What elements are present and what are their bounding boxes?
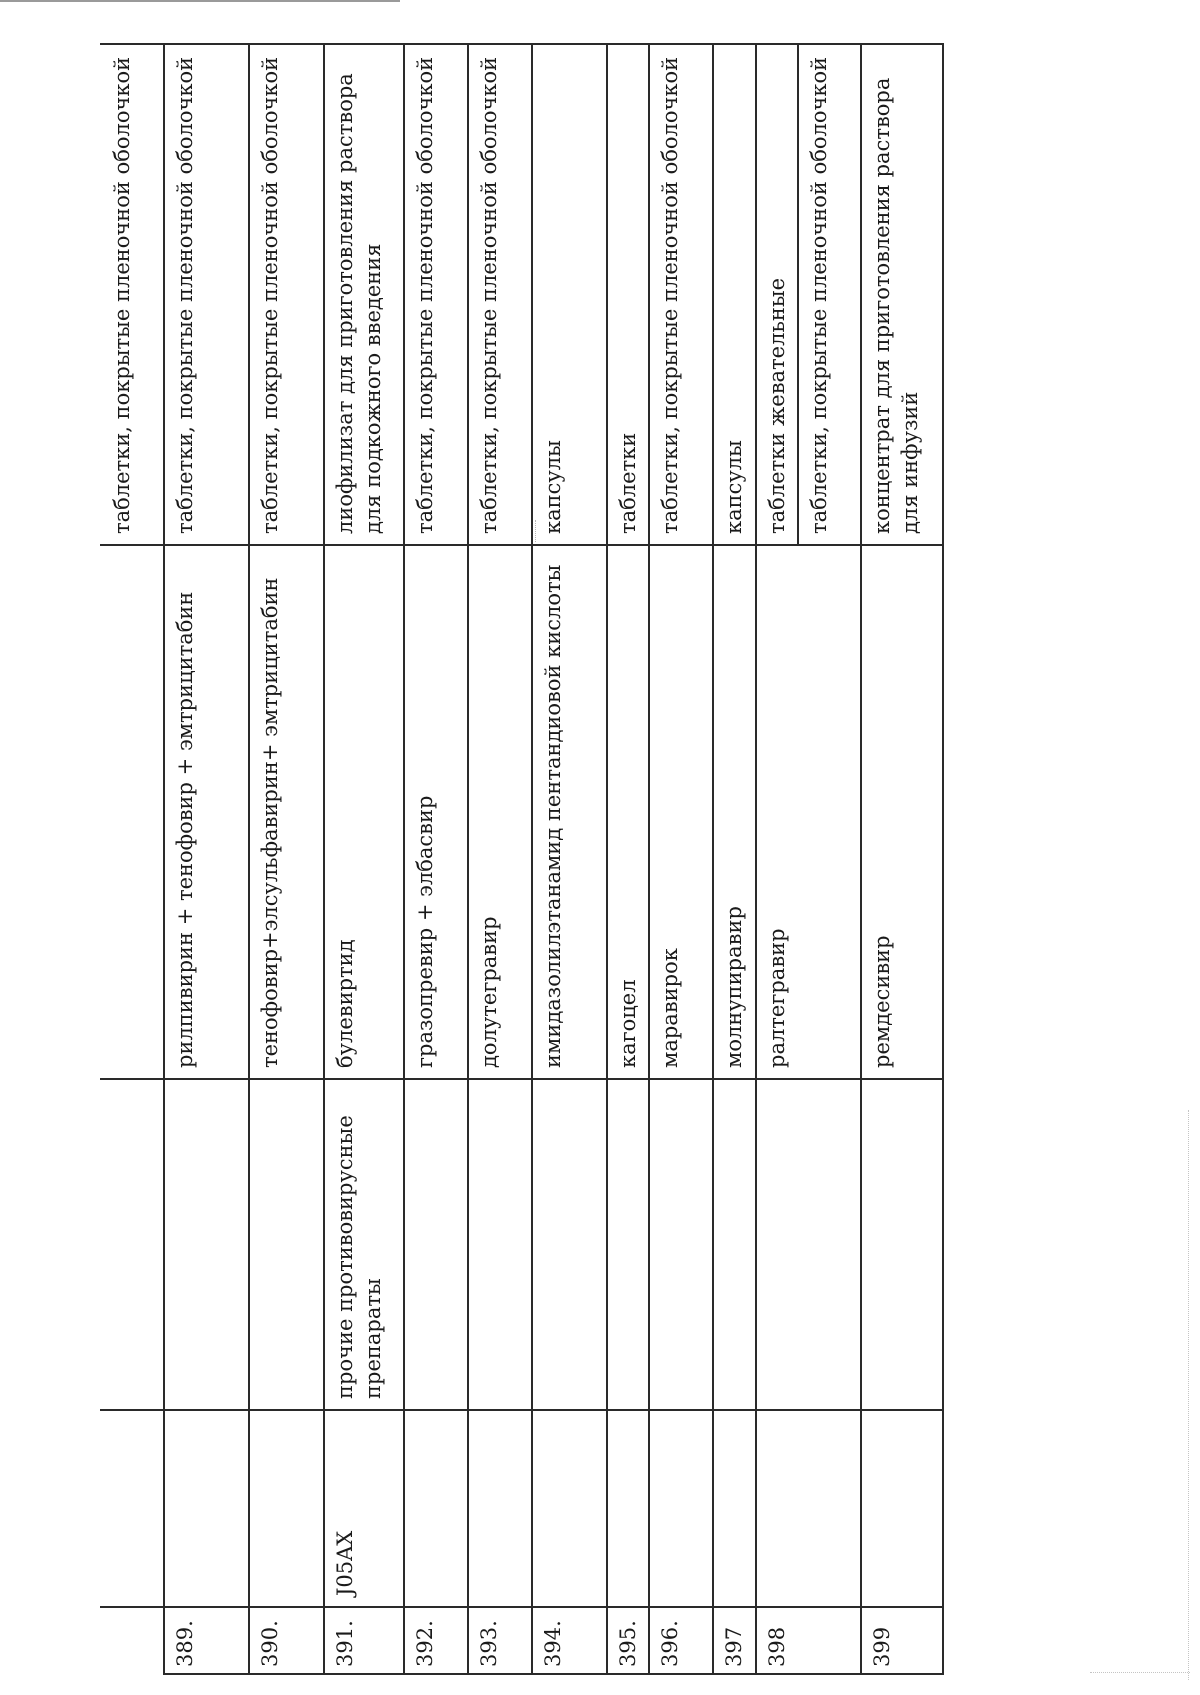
drug-name-cell: булевиртид xyxy=(324,545,404,1079)
dosage-form-cell: таблетки, покрытые пленочной оболочкой xyxy=(468,44,532,545)
atc-code-cell xyxy=(649,1410,713,1607)
scan-page-corner xyxy=(1090,1672,1190,1674)
row-number-cell: 392. xyxy=(404,1607,468,1674)
drug-register-table xyxy=(100,43,944,1675)
atc-code-cell xyxy=(468,1410,532,1607)
drug-name-cell: маравирок xyxy=(649,545,713,1079)
group-cell xyxy=(404,1079,468,1410)
dosage-form-cell: капсулы xyxy=(532,44,607,545)
group-cell xyxy=(649,1079,713,1410)
table-row xyxy=(404,44,468,1674)
scan-top-edge xyxy=(0,0,400,2)
group-cell xyxy=(249,1079,324,1410)
atc-code-cell: J05AX xyxy=(324,1410,404,1607)
dosage-form-cell: концентрат для приготовления раствора для инфузий xyxy=(861,44,943,545)
dosage-form-cell: таблетки жевательные xyxy=(756,44,798,545)
drug-name-cell: ралтегравир xyxy=(756,545,861,1079)
row-number-cell: 394. xyxy=(532,1607,607,1674)
row-number-cell: 393. xyxy=(468,1607,532,1674)
rotated-table-wrapper xyxy=(100,45,970,1675)
atc-code-cell xyxy=(404,1410,468,1607)
dosage-form-cell: таблетки, покрытые пленочной оболочкой xyxy=(249,44,324,545)
group-cell xyxy=(164,1079,249,1410)
group-cell xyxy=(756,1079,861,1410)
atc-code-cell xyxy=(101,1410,164,1607)
drug-name-cell xyxy=(101,545,164,1079)
table-row xyxy=(607,44,649,1674)
table-row xyxy=(164,44,249,1674)
atc-code-cell xyxy=(861,1410,943,1607)
row-number-cell: 390. xyxy=(249,1607,324,1674)
dosage-form-cell: таблетки, покрытые пленочной оболочкой xyxy=(404,44,468,545)
group-cell xyxy=(101,1079,164,1410)
row-number-cell: 396. xyxy=(649,1607,713,1674)
table-row xyxy=(649,44,713,1674)
table-row xyxy=(468,44,532,1674)
table-row xyxy=(101,44,164,1674)
table-row xyxy=(324,44,404,1674)
dosage-form-cell: капсулы xyxy=(713,44,755,545)
table-row xyxy=(756,44,798,1674)
drug-name-cell: молнупиравир xyxy=(713,545,755,1079)
drug-name-cell: тенофовир+элсульфавирин+ эмтрицитабин xyxy=(249,545,324,1079)
dosage-form-cell: таблетки, покрытые пленочной оболочкой xyxy=(101,44,164,545)
table-row xyxy=(249,44,324,1674)
row-number-cell: 397 xyxy=(713,1607,755,1674)
group-cell xyxy=(607,1079,649,1410)
group-cell xyxy=(713,1079,755,1410)
drug-name-cell: гразопревир + элбасвир xyxy=(404,545,468,1079)
atc-code-cell xyxy=(532,1410,607,1607)
row-number-cell: 395. xyxy=(607,1607,649,1674)
dosage-form-cell: таблетки, покрытые пленочной оболочкой xyxy=(798,44,861,545)
drug-name-cell: ремдесивир xyxy=(861,545,943,1079)
table-row xyxy=(861,44,943,1674)
atc-code-cell xyxy=(756,1410,861,1607)
row-number-cell xyxy=(101,1607,164,1674)
drug-name-cell: кагоцел xyxy=(607,545,649,1079)
drug-name-cell: имидазолилэтанамид пентандиовой кислоты xyxy=(532,545,607,1079)
dosage-form-cell: таблетки, покрытые пленочной оболочкой xyxy=(164,44,249,545)
dosage-form-cell: лиофилизат для приготовления раствора для подкожного введения xyxy=(324,44,404,545)
row-number-cell: 398 xyxy=(756,1607,861,1674)
scan-page-edge xyxy=(1188,1110,1190,1680)
drug-name-cell: рилпивирин + тенофовир + эмтрицитабин xyxy=(164,545,249,1079)
table-row xyxy=(532,44,607,1674)
row-number-cell: 391. xyxy=(324,1607,404,1674)
atc-code-cell xyxy=(607,1410,649,1607)
dosage-form-cell: таблетки xyxy=(607,44,649,545)
group-cell xyxy=(468,1079,532,1410)
group-cell: прочие противовирусные препараты xyxy=(324,1079,404,1410)
group-cell xyxy=(861,1079,943,1410)
dosage-form-cell: таблетки, покрытые пленочной оболочкой xyxy=(649,44,713,545)
table-row xyxy=(713,44,755,1674)
atc-code-cell xyxy=(249,1410,324,1607)
row-number-cell: 399 xyxy=(861,1607,943,1674)
row-number-cell: 389. xyxy=(164,1607,249,1674)
atc-code-cell xyxy=(164,1410,249,1607)
drug-name-cell: долутегравир xyxy=(468,545,532,1079)
group-cell xyxy=(532,1079,607,1410)
atc-code-cell xyxy=(713,1410,755,1607)
